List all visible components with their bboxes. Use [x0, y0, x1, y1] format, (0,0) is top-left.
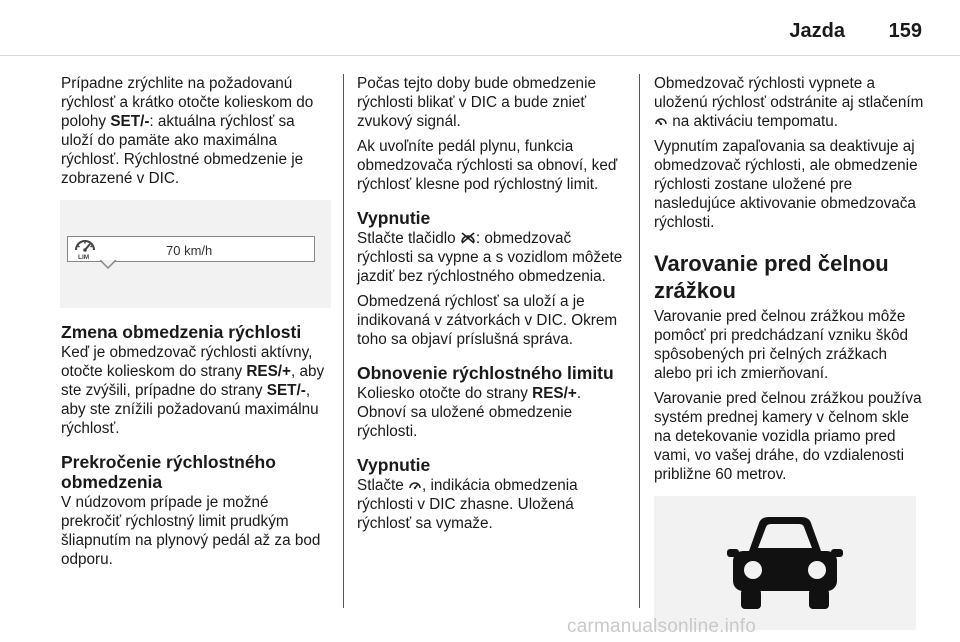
limiter-cancel-icon [460, 231, 476, 245]
paragraph-resume: Ak uvoľníte pedál plynu, funkcia obmedzovača rýchlosti sa obnoví, keď rýchlosť klesne pod rýchlostný limit. [357, 138, 618, 193]
callout-pointer [100, 260, 120, 270]
paragraph-change-limit: Keď je obmedzovač rýchlosti aktívny, otočte kolieskom do strany RES/+, aby ste zvýšili, prípadne do strany SET/-, aby ste znížili požadovanú maximálnu rýchlosť. [61, 344, 325, 437]
cruise-control-icon [654, 114, 668, 128]
heading-off-2: Vypnutie [357, 455, 431, 475]
paragraph-ignition: Vypnutím zapaľovania sa deaktivuje aj obmedzovač rýchlosti, ale obmedzenie rýchlosti zostane uložené pre nasledujúce aktivovanie obmedzovača rýchlosti. [654, 138, 918, 231]
dic-figure [60, 200, 331, 308]
paragraph-warning-1: Varovanie pred čelnou zrážkou môže pomôcť pri predchádzaní vzniku škôd spôsobených pri čelných zrážkach alebo pri ich zmierňovaní. [654, 308, 909, 382]
speed-limiter-icon [72, 236, 100, 260]
collision-warning-figure [654, 496, 916, 630]
paragraph-restore: Koliesko otočte do strany RES/+. Obnoví sa uložené obmedzenie rýchlosti. [357, 385, 582, 440]
column-divider-1 [343, 74, 344, 608]
set-key-label: SET/- [266, 382, 306, 399]
heading-exceed-limit: Prekročenie rýchlostného obmedzenia [61, 452, 276, 492]
paragraph-blink: Počas tejto doby bude obmedzenie rýchlosti blikať v DIC a bude znieť zvukový signál. [357, 75, 596, 130]
heading-restore: Obnovenie rýchlostného limitu [357, 363, 614, 383]
paragraph-set-speed: Prípadne zrýchlite na požadovanú rýchlosť a krátko otočte kolieskom do polohy SET/-: aktuálna rýchlosť sa uloží do pamäte ako maximálna rýchlosť. Rýchlostné obmedzenie je zobrazené v DIC. [61, 75, 314, 187]
dic-display [67, 236, 315, 262]
paragraph-warning-2: Varovanie pred čelnou zrážkou používa systém prednej kamery v čelnom skle na detekovanie vozidla priamo pred vami, vo vašej dráhe, do vzdialenosti približne 60 metrov. [654, 390, 922, 483]
page-number: 159 [888, 20, 922, 42]
paragraph-exceed-limit: V núdzovom prípade je možné prekročiť rýchlostný limit prudkým šliapnutím na plynový pedál až za bod odporu. [61, 494, 321, 568]
set-key-label: SET/- [110, 113, 150, 130]
res-key-label: RES/+ [532, 385, 577, 402]
heading-collision-warning: Varovanie pred čelnou zrážkou [654, 251, 889, 303]
paragraph-stored: Obmedzená rýchlosť sa uloží a je indikovaná v zátvorkách v DIC. Okrem toho sa objaví príslušná správa. [357, 293, 618, 348]
header-divider [0, 55, 960, 56]
limiter-button-icon [408, 478, 422, 492]
section-title: Jazda [789, 20, 845, 42]
heading-change-limit: Zmena obmedzenia rýchlosti [61, 322, 302, 342]
watermark: carmanualsonline.info [567, 616, 757, 637]
column-1 [61, 74, 331, 575]
res-key-label: RES/+ [246, 363, 291, 380]
page-header [0, 0, 960, 56]
car-front-icon [727, 513, 843, 613]
column-divider-2 [639, 74, 640, 608]
paragraph-off-1: Stlačte tlačidlo : obmedzovač rýchlosti sa vypne a s vozidlom môžete jazdiť bez rýchlostného obmedzenia. [357, 230, 623, 285]
paragraph-cruise-off: Obmedzovač rýchlosti vypnete a uloženú rýchlosť odstránite aj stlačením na aktiváciu tempomatu. [654, 75, 924, 130]
heading-off-1: Vypnutie [357, 208, 431, 228]
column-2 [357, 74, 627, 539]
svg-text:LIM: LIM [78, 254, 90, 260]
dic-speed-value: 70 km/h [166, 243, 213, 258]
paragraph-off-2: Stlačte , indikácia obmedzenia rýchlosti v DIC zhasne. Uložená rýchlosť sa vymaže. [357, 477, 578, 532]
column-3 [654, 74, 924, 630]
